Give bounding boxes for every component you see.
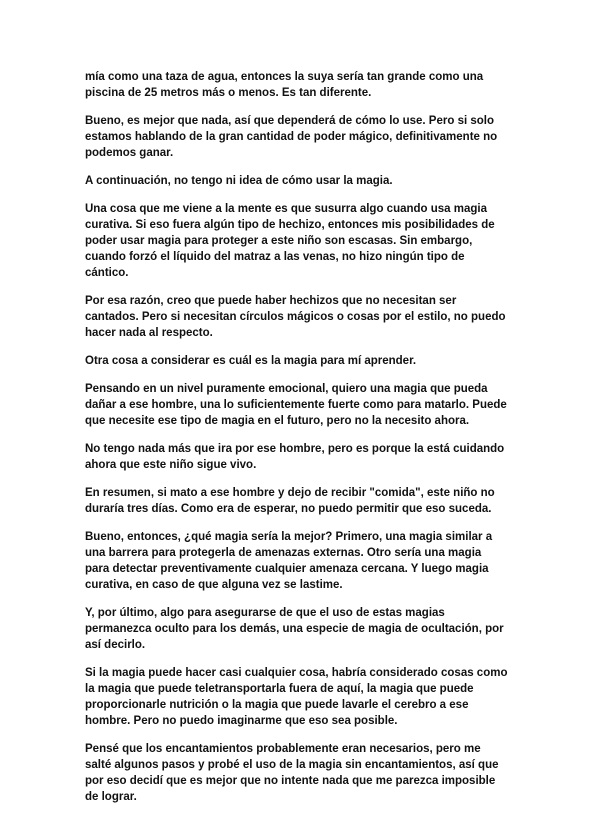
text-line: mía como una taza de agua, entonces la suya sería tan grande como una bbox=[85, 71, 484, 83]
paragraph bbox=[85, 113, 532, 161]
text-line: Y, por último, algo para asegurarse de que el uso de estas magias bbox=[85, 607, 445, 619]
text-line: cuando forzó el líquido del matraz a las venas, no hizo ningún tipo de bbox=[85, 251, 465, 263]
paragraph bbox=[85, 173, 532, 189]
text-line: permanezca oculto para los demás, una especie de magia de ocultación, por bbox=[85, 623, 504, 635]
text-line: una barrera para protegerla de amenazas externas. Otro sería una magia bbox=[85, 547, 482, 559]
paragraph bbox=[85, 741, 532, 805]
text-line: poder usar magia para proteger a este niño son escasas. Sin embargo, bbox=[85, 235, 473, 247]
paragraph bbox=[85, 353, 532, 369]
text-line: cantados. Pero si necesitan círculos mágicos o cosas por el estilo, no puedo bbox=[85, 311, 506, 323]
text-line: salté algunos pasos y probé el uso de la magia sin encantamientos, así que bbox=[85, 759, 499, 771]
text-line: ahora que este niño sigue vivo. bbox=[85, 459, 257, 471]
text-line: así decirlo. bbox=[85, 639, 146, 651]
text-line: estamos hablando de la gran cantidad de poder mágico, definitivamente no bbox=[85, 131, 498, 143]
text-line: No tengo nada más que ira por ese hombre, pero es porque la está cuidando bbox=[85, 443, 505, 455]
paragraph bbox=[85, 529, 532, 593]
text-line: duraría tres días. Como era de esperar, no puedo permitir que eso suceda. bbox=[85, 503, 492, 515]
text-line: por eso decidí que es mejor que no intente nada que me parezca imposible bbox=[85, 775, 496, 787]
text-line: la magia que puede teletransportarla fuera de aquí, la magia que puede bbox=[85, 683, 474, 695]
paragraph bbox=[85, 201, 532, 281]
text-line: Pensé que los encantamientos probablemente eran necesarios, pero me bbox=[85, 743, 481, 755]
text-line: de lograr. bbox=[85, 791, 137, 803]
text-line: dañar a ese hombre, una lo suficientemente fuerte como para matarlo. Puede bbox=[85, 399, 507, 411]
paragraph bbox=[85, 293, 532, 341]
text-line: cántico. bbox=[85, 267, 129, 279]
paragraph bbox=[85, 441, 532, 473]
text-line: podemos ganar. bbox=[85, 147, 174, 159]
paragraph bbox=[85, 381, 532, 429]
paragraph bbox=[85, 485, 532, 517]
text-line: Por esa razón, creo que puede haber hechizos que no necesitan ser bbox=[85, 295, 457, 307]
paragraph bbox=[85, 69, 532, 101]
text-line: curativa. Si eso fuera algún tipo de hechizo, entonces mis posibilidades de bbox=[85, 219, 495, 231]
text-line: Pensando en un nivel puramente emocional, quiero una magia que pueda bbox=[85, 383, 488, 395]
text-line: Bueno, entonces, ¿qué magia sería la mejor? Primero, una magia similar a bbox=[85, 531, 493, 543]
text-line: Una cosa que me viene a la mente es que susurra algo cuando usa magia bbox=[85, 203, 488, 215]
text-line: que necesite ese tipo de magia en el futuro, pero no la necesito ahora. bbox=[85, 415, 470, 427]
text-line: para detectar preventivamente cualquier amenaza cercana. Y luego magia bbox=[85, 563, 489, 575]
text-line: Bueno, es mejor que nada, así que dependerá de cómo lo use. Pero si solo bbox=[85, 115, 494, 127]
text-line: curativa, en caso de que alguna vez se lastime. bbox=[85, 579, 343, 591]
text-line: proporcionarle nutrición o la magia que puede lavarle el cerebro a ese bbox=[85, 699, 469, 711]
text-line: En resumen, si mato a ese hombre y dejo de recibir "comida", este niño no bbox=[85, 487, 495, 499]
text-line: Otra cosa a considerar es cuál es la magia para mí aprender. bbox=[85, 355, 417, 367]
paragraph bbox=[85, 665, 532, 729]
text-line: hacer nada al respecto. bbox=[85, 327, 213, 339]
text-line: Si la magia puede hacer casi cualquier cosa, habría considerado cosas como bbox=[85, 667, 508, 679]
text-line: hombre. Pero no puedo imaginarme que eso sea posible. bbox=[85, 715, 398, 727]
document-body bbox=[85, 69, 532, 817]
text-line: piscina de 25 metros más o menos. Es tan diferente. bbox=[85, 87, 372, 99]
paragraph bbox=[85, 605, 532, 653]
text-line: A continuación, no tengo ni idea de cómo usar la magia. bbox=[85, 175, 393, 187]
